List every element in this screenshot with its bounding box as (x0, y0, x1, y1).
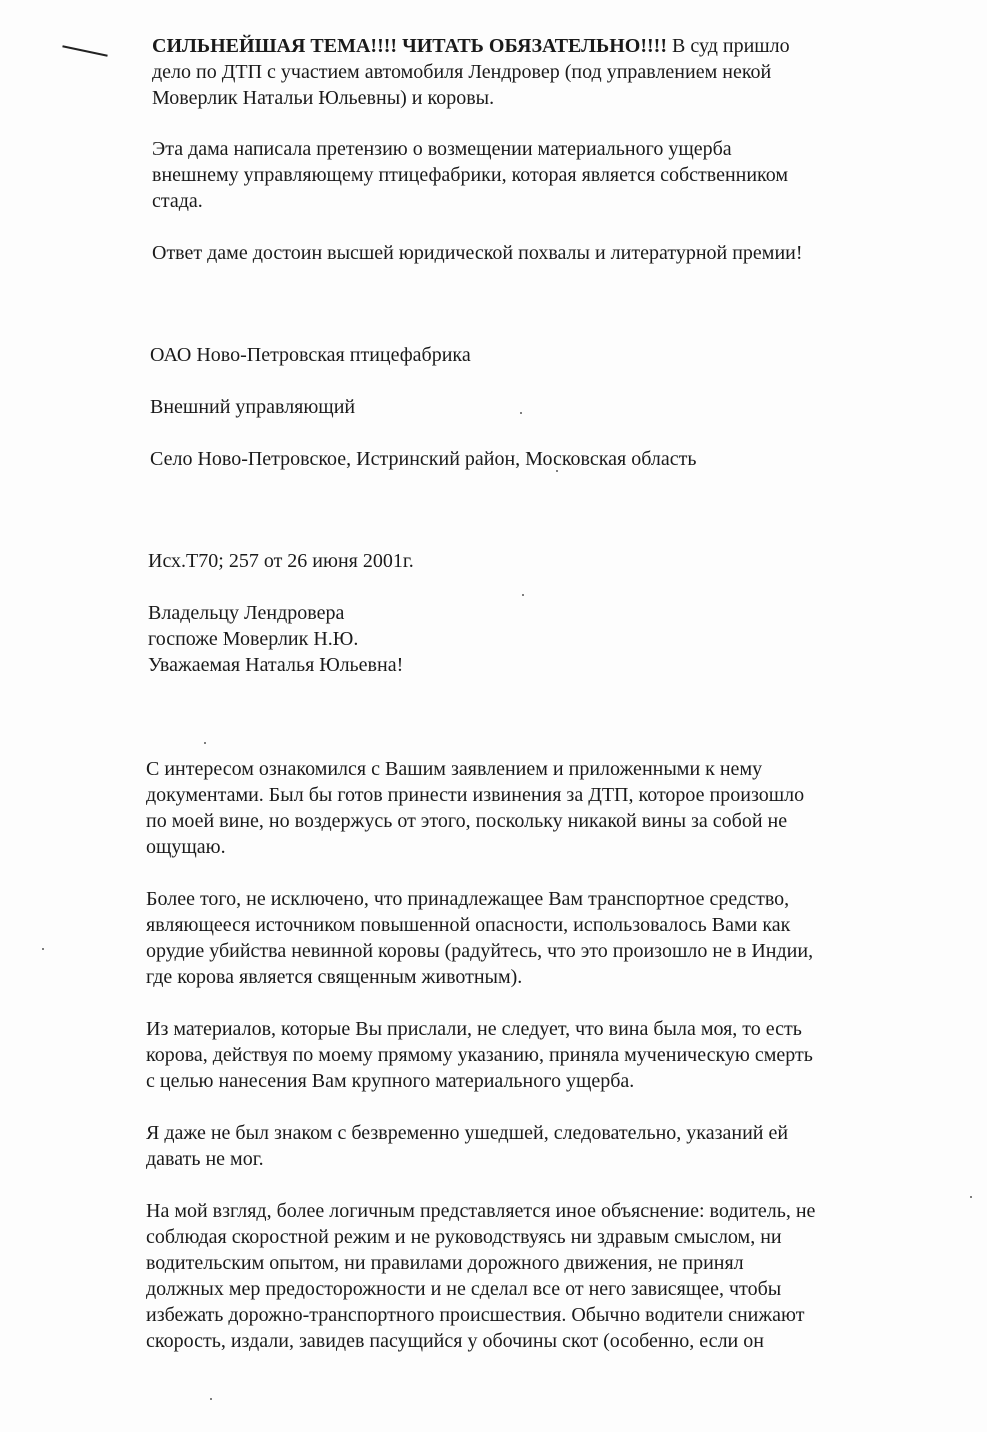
letter-p1-line-3: по моей вине, но воздержусь от этого, поскольку никакой вины за собой не (146, 810, 788, 832)
scan-speck (522, 594, 524, 596)
addressee-line-1: Владельцу Лендровера (148, 602, 345, 624)
scan-speck (42, 948, 44, 950)
reference-number: Исх.Т70; 257 от 26 июня 2001г. (148, 550, 414, 572)
claim-line-2: внешнему управляющему птицефабрики, которая является собственником (152, 164, 789, 186)
intro-line-2: дело по ДТП с участием автомобиля Лендровер (под управлением некой (152, 61, 772, 83)
praise-line: Ответ даме достоин высшей юридической похвалы и литературной премии! (152, 242, 803, 264)
intro-line-1 (152, 33, 790, 59)
letter-p5-line-6: скорость, издали, завидев пасущийся у обочины скот (особенно, если он (146, 1330, 764, 1352)
letter-p5-line-4: должных мер предосторожности и не сделал все от него зависящее, чтобы (146, 1278, 782, 1300)
letter-p1-line-4: ощущаю. (146, 836, 226, 858)
claim-line-1: Эта дама написала претензию о возмещении материального ущерба (152, 138, 732, 160)
scan-speck (204, 742, 206, 744)
sender-address: Село Ново-Петровское, Истринский район, Московская область (150, 448, 697, 470)
letter-p2-line-2: являющееся источником повышенной опасности, использовалось Вами как (146, 914, 791, 936)
pen-stroke-mark (62, 45, 107, 57)
sender-role: Внешний управляющий (150, 396, 356, 418)
scan-speck (210, 1398, 212, 1400)
sender-org: ОАО Ново-Петровская птицефабрика (150, 344, 471, 366)
intro-line-3: Моверлик Натальи Юльевны) и коровы. (152, 87, 495, 109)
scan-speck (970, 1196, 972, 1198)
letter-p4-line-2: давать не мог. (146, 1148, 264, 1170)
claim-line-3: стада. (152, 190, 203, 212)
letter-p1-line-1: С интересом ознакомился с Вашим заявлением и приложенными к нему (146, 758, 763, 780)
addressee-line-2: госпоже Моверлик Н.Ю. (148, 628, 359, 650)
letter-p3-line-1: Из материалов, которые Вы прислали, не следует, что вина была моя, то есть (146, 1018, 802, 1040)
letter-p3-line-3: с целью нанесения Вам крупного материального ущерба. (146, 1070, 635, 1092)
letter-p5-line-3: водительским опытом, ни правилами дорожного движения, не принял (146, 1252, 744, 1274)
letter-p4-line-1: Я даже не был знаком с безвременно ушедшей, следовательно, указаний ей (146, 1122, 789, 1144)
letter-p5-line-2: соблюдая скоростной режим и не руководствуясь ни здравым смыслом, ни (146, 1226, 782, 1248)
addressee-salutation: Уважаемая Наталья Юльевна! (148, 654, 404, 676)
letter-p1-line-2: документами. Был бы готов принести извинения за ДТП, которое произошло (146, 784, 805, 806)
letter-p5-line-5: избежать дорожно-транспортного происшествия. Обычно водители снижают (146, 1304, 805, 1326)
letter-p2-line-3: орудие убийства невинной коровы (радуйтесь, что это произошло не в Индии, (146, 940, 814, 962)
letter-p5-line-1: На мой взгляд, более логичным представляется иное объяснение: водитель, не (146, 1200, 816, 1222)
intro-line-1-rest: В суд пришло (667, 35, 790, 57)
intro-headline: СИЛЬНЕЙШАЯ ТЕМА!!!! ЧИТАТЬ ОБЯЗАТЕЛЬНО!!!! (152, 35, 667, 57)
letter-p2-line-4: где корова является священным животным). (146, 966, 523, 988)
scan-speck (520, 412, 522, 414)
letter-p2-line-1: Более того, не исключено, что принадлежащее Вам транспортное средство, (146, 888, 790, 910)
letter-p3-line-2: корова, действуя по моему прямому указанию, приняла мученическую смерть (146, 1044, 813, 1066)
